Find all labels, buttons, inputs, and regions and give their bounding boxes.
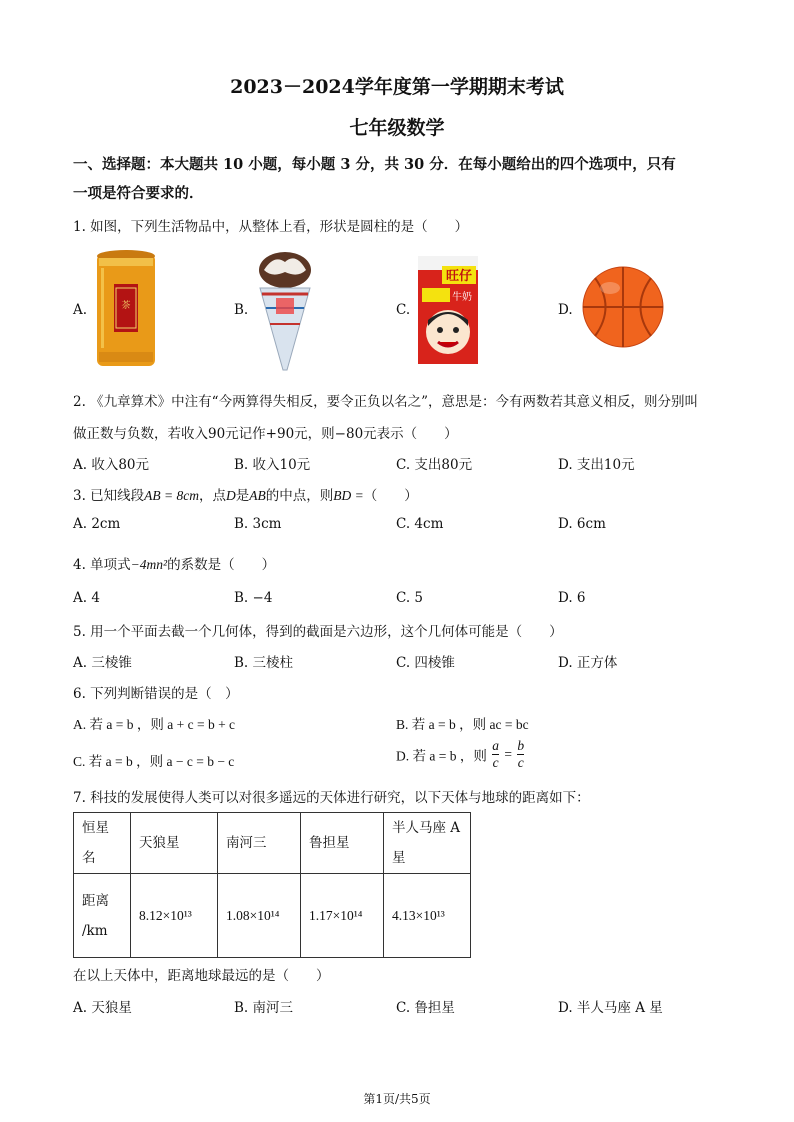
table-cell: 距离 /km bbox=[74, 874, 131, 958]
q2-option-d: D. 支出10元 bbox=[558, 457, 635, 473]
q2-option-a: A. 收入80元 bbox=[73, 457, 150, 473]
q3-option-c: C. 4cm bbox=[396, 516, 444, 532]
q1-option-b-label: B. bbox=[234, 302, 249, 318]
q2-option-b: B. 收入10元 bbox=[234, 457, 311, 473]
q2-option-c: C. 支出80元 bbox=[396, 457, 473, 473]
q1-option-a-label: A. bbox=[73, 302, 88, 318]
q3-option-b: B. 3cm bbox=[234, 516, 282, 532]
table-cell: 1.17×10¹⁴ bbox=[301, 874, 384, 958]
exam-title: 2023－2024学年度第一学期期末考试 bbox=[230, 76, 564, 98]
exam-subtitle: 七年级数学 bbox=[349, 117, 445, 139]
q7-option-d: D. 半人马座 A 星 bbox=[558, 1000, 663, 1016]
table-cell: 南河三 bbox=[218, 813, 301, 874]
section-heading-line1: 一、选择题：本大题共 10 小题，每小题 3 分，共 30 分．在每小题给出的四个选项中，只有 bbox=[73, 156, 676, 173]
q6-option-d: D. 若 a = b ，则 $\frac{a}{c}$ = $\frac{b}{c}$ bbox=[396, 738, 525, 770]
q5-option-b: B. 三棱柱 bbox=[234, 655, 294, 671]
q1-option-c-label: C. bbox=[396, 302, 411, 318]
q4-option-c: C. 5 bbox=[396, 590, 424, 606]
tea-can-image bbox=[95, 248, 157, 370]
q4-option-d: D. 6 bbox=[558, 590, 586, 606]
table-cell: 天狼星 bbox=[131, 813, 218, 874]
table-cell: 1.08×10¹⁴ bbox=[218, 874, 301, 958]
q6-option-c: C. 若 a = b ，则 a − c = b − c bbox=[73, 754, 235, 769]
question-5-stem: 5. 用一个平面去截一个几何体，得到的截面是六边形，这个几何体可能是（ ） bbox=[73, 624, 563, 640]
q7-option-a: A. 天狼星 bbox=[73, 1000, 132, 1016]
question-4-stem: 4. 单项式−4mn²的系数是（ ） bbox=[73, 557, 276, 573]
milk-box-image bbox=[416, 254, 480, 366]
basketball-image bbox=[580, 264, 666, 350]
table-cell: 8.12×10¹³ bbox=[131, 874, 218, 958]
q4-option-a: A. 4 bbox=[73, 590, 100, 606]
table-row bbox=[74, 813, 471, 874]
table-cell: 半人马座 A 星 bbox=[384, 813, 471, 874]
question-7-prompt: 在以上天体中，距离地球最远的是（ ） bbox=[73, 968, 330, 984]
question-2-line1: 2. 《九章算术》中注有“今两算得失相反，要令正负以名之”，意思是：今有两数若其意义相反，则分别叫 bbox=[73, 394, 698, 410]
table-cell: 4.13×10¹³ bbox=[384, 874, 471, 958]
q5-option-d: D. 正方体 bbox=[558, 655, 618, 671]
q3-option-d: D. 6cm bbox=[558, 516, 606, 532]
table-cell: 恒星 名 bbox=[74, 813, 131, 874]
table-row bbox=[74, 874, 471, 958]
can-label: 茶 bbox=[121, 301, 131, 311]
section-heading-line2: 一项是符合要求的． bbox=[73, 185, 204, 202]
question-6-stem: 6. 下列判断错误的是（ ） bbox=[73, 686, 239, 702]
q5-option-a: A. 三棱锥 bbox=[73, 655, 132, 671]
star-distance-table bbox=[73, 812, 471, 958]
q6-option-a: A. 若 a = b ，则 a + c = b + c bbox=[73, 717, 236, 732]
q4-option-b: B. −4 bbox=[234, 590, 273, 606]
question-3-stem: 3. 已知线段AB = 8cm，点D是AB的中点，则BD =（ ） bbox=[73, 488, 418, 504]
q3-option-a: A. 2cm bbox=[73, 516, 121, 532]
q7-option-b: B. 南河三 bbox=[234, 1000, 294, 1016]
q7-option-c: C. 鲁担星 bbox=[396, 1000, 455, 1016]
table-cell: 鲁担星 bbox=[301, 813, 384, 874]
question-7-stem: 7. 科技的发展使得人类可以对很多遥远的天体进行研究，以下天体与地球的距离如下： bbox=[73, 790, 590, 806]
page-number: 第1页/共5页 bbox=[363, 1092, 431, 1106]
milk-brand-text: 旺仔 bbox=[445, 269, 473, 284]
q5-option-c: C. 四棱锥 bbox=[396, 655, 455, 671]
question-2-line2: 做正数与负数，若收入90元记作+90元，则−80元表示（ ） bbox=[73, 426, 458, 442]
q6-option-b: B. 若 a = b ，则 ac = bc bbox=[396, 717, 529, 732]
q1-option-d-label: D. bbox=[558, 302, 573, 318]
question-1-stem: 1. 如图，下列生活物品中，从整体上看，形状是圆柱的是（ ） bbox=[73, 219, 469, 235]
ice-cream-cone-image bbox=[254, 248, 316, 372]
milk-label-text: 牛奶 bbox=[452, 292, 472, 303]
